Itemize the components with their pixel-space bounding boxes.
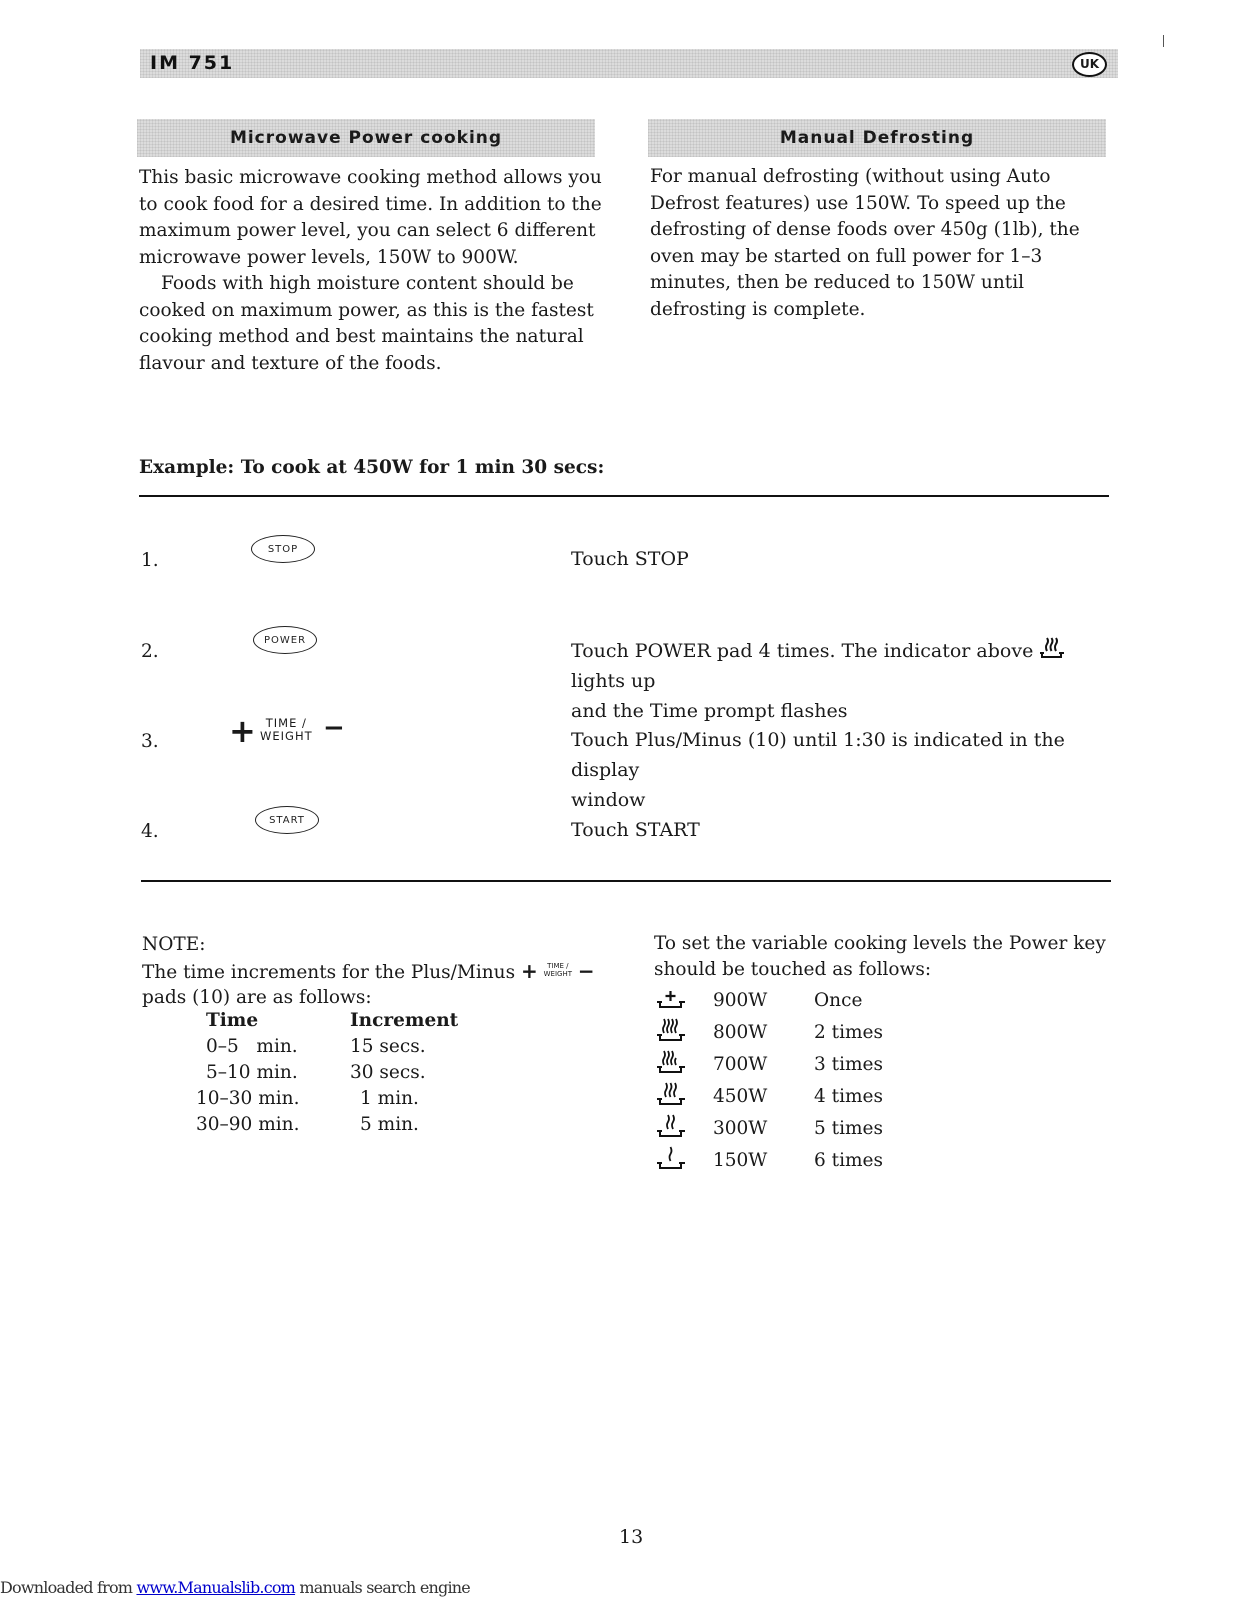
note-time-weight-label [544,962,572,978]
table-row-3-increment: 1 min. [360,1088,419,1109]
plus-key-icon: + [229,712,256,750]
step-2-number: 2. [141,641,159,662]
power-cooking-para-2: Foods with high moisture content should be cooked on maximum power, as this is the fastest cooking method and best maintains the natural flavour and texture of the foods. [139,273,594,374]
power-300w-icon-svg [656,1112,686,1140]
step-3-text-b: window [571,789,646,811]
step-3-number: 3. [141,731,159,752]
manual-defrosting-para-1: For manual defrosting (without using Auto Defrost features) use 150W. To speed up the defrosting of dense foods over 450g (1lb), the oven may be started on full power for 1–3 minutes, then be reduced to 150W until defrosting is complete. [650,166,1080,320]
power-450w-icon [656,1080,686,1108]
power-row-4-watts: 450W [713,1086,768,1107]
note-plus-icon: + [520,959,538,983]
uk-badge: UK [1072,52,1107,77]
footer-prefix: Downloaded from [0,1578,137,1597]
example-bottom-rule [141,880,1111,882]
power-row-3-watts: 700W [713,1054,768,1075]
stop-key-icon: STOP [251,535,315,563]
step-2-text-b: lights up [571,670,656,692]
power-row-4-touches: 4 times [814,1086,883,1107]
manual-defrosting-title: Manual Defrosting [779,128,975,148]
step-2-text [571,635,1111,726]
note-line-1-text: The time increments for the Plus/Minus [142,962,516,983]
power-900w-icon-svg [656,988,686,1012]
step-1-text: Touch STOP [571,548,689,570]
power-row-3-touches: 3 times [814,1054,883,1075]
header-bar [140,49,1118,78]
power-cooking-heading-bar [137,119,595,157]
power-row-2-watts: 800W [713,1022,768,1043]
power-row-6-watts: 150W [713,1150,768,1171]
note-label: NOTE: [142,934,206,955]
table-row-2-time: 5–10 min. [206,1062,298,1083]
note-line-1 [142,958,595,987]
time-weight-key-label [260,717,313,743]
minus-key-icon: − [323,713,345,743]
power-800w-icon [656,1016,686,1044]
step-2-text-a: Touch POWER pad 4 times. The indicator above [571,640,1034,662]
step-4-text: Touch START [571,819,700,841]
power-levels-intro-2: should be touched as follows: [654,959,932,980]
table-row-2-increment: 30 secs. [350,1062,426,1083]
power-cooking-body [139,165,607,377]
download-footer [0,1578,470,1597]
manual-defrosting-heading-bar [648,119,1106,157]
power-450w-icon [1039,635,1065,661]
table-row-4-increment: 5 min. [360,1114,419,1135]
power-800w-icon-svg [656,1016,686,1044]
step-1-number: 1. [141,550,159,571]
table-row-3-time: 10–30 min. [196,1088,300,1109]
power-700w-icon-svg [656,1048,686,1076]
power-row-5-watts: 300W [713,1118,768,1139]
power-cooking-title: Microwave Power cooking [229,128,503,148]
power-key-icon: POWER [253,626,317,654]
power-700w-icon [656,1048,686,1076]
manual-defrosting-body [650,164,1106,323]
note-line-2: pads (10) are as follows: [142,987,372,1008]
step-3-text-a: Touch Plus/Minus (10) until 1:30 is indicated in the display [571,729,1065,781]
increment-table-header-increment: Increment [350,1010,459,1031]
power-row-6-touches: 6 times [814,1150,883,1171]
increment-table-header-time: Time [206,1010,259,1031]
table-row-1-time: 0–5 min. [206,1036,298,1057]
power-row-1-watts: 900W [713,990,768,1011]
power-150w-icon [656,1144,686,1172]
power-150w-icon-svg [656,1144,686,1172]
step-3-text [571,725,1111,815]
power-row-2-touches: 2 times [814,1022,883,1043]
table-row-4-time: 30–90 min. [196,1114,300,1135]
power-row-5-touches: 5 times [814,1118,883,1139]
manualslib-link[interactable]: www.Manualslib.com [136,1578,296,1597]
power-900w-icon [656,988,686,1012]
step-2-text-c: and the Time prompt flashes [571,700,848,722]
note-time-weight-line-2: WEIGHT [543,970,573,978]
step-4-number: 4. [141,821,159,842]
start-key-icon: START [255,806,319,834]
example-heading: Example: To cook at 450W for 1 min 30 secs: [139,457,605,478]
footer-suffix: manuals search engine [295,1578,470,1597]
model-number: IM 751 [150,52,235,74]
example-top-rule [139,495,1109,497]
note-time-weight-line-1: TIME / [547,962,569,970]
time-weight-line-2: WEIGHT [260,729,313,743]
power-300w-icon [656,1112,686,1140]
power-cooking-para-1: This basic microwave cooking method allows you to cook food for a desired time. In addition to the maximum power level, you can select 6 different microwave power levels, 150W to 900W. [139,167,602,268]
power-levels-intro-1: To set the variable cooking levels the Power key [654,933,1106,954]
power-450w-icon-svg [1039,635,1065,661]
time-weight-line-1: TIME / [265,716,307,730]
note-minus-icon: − [577,959,595,983]
table-row-1-increment: 15 secs. [350,1036,426,1057]
page-mark [1163,35,1164,47]
power-450w-icon-svg-2 [656,1080,686,1108]
power-row-1-touches: Once [814,990,863,1011]
page-number: 13 [619,1526,644,1548]
